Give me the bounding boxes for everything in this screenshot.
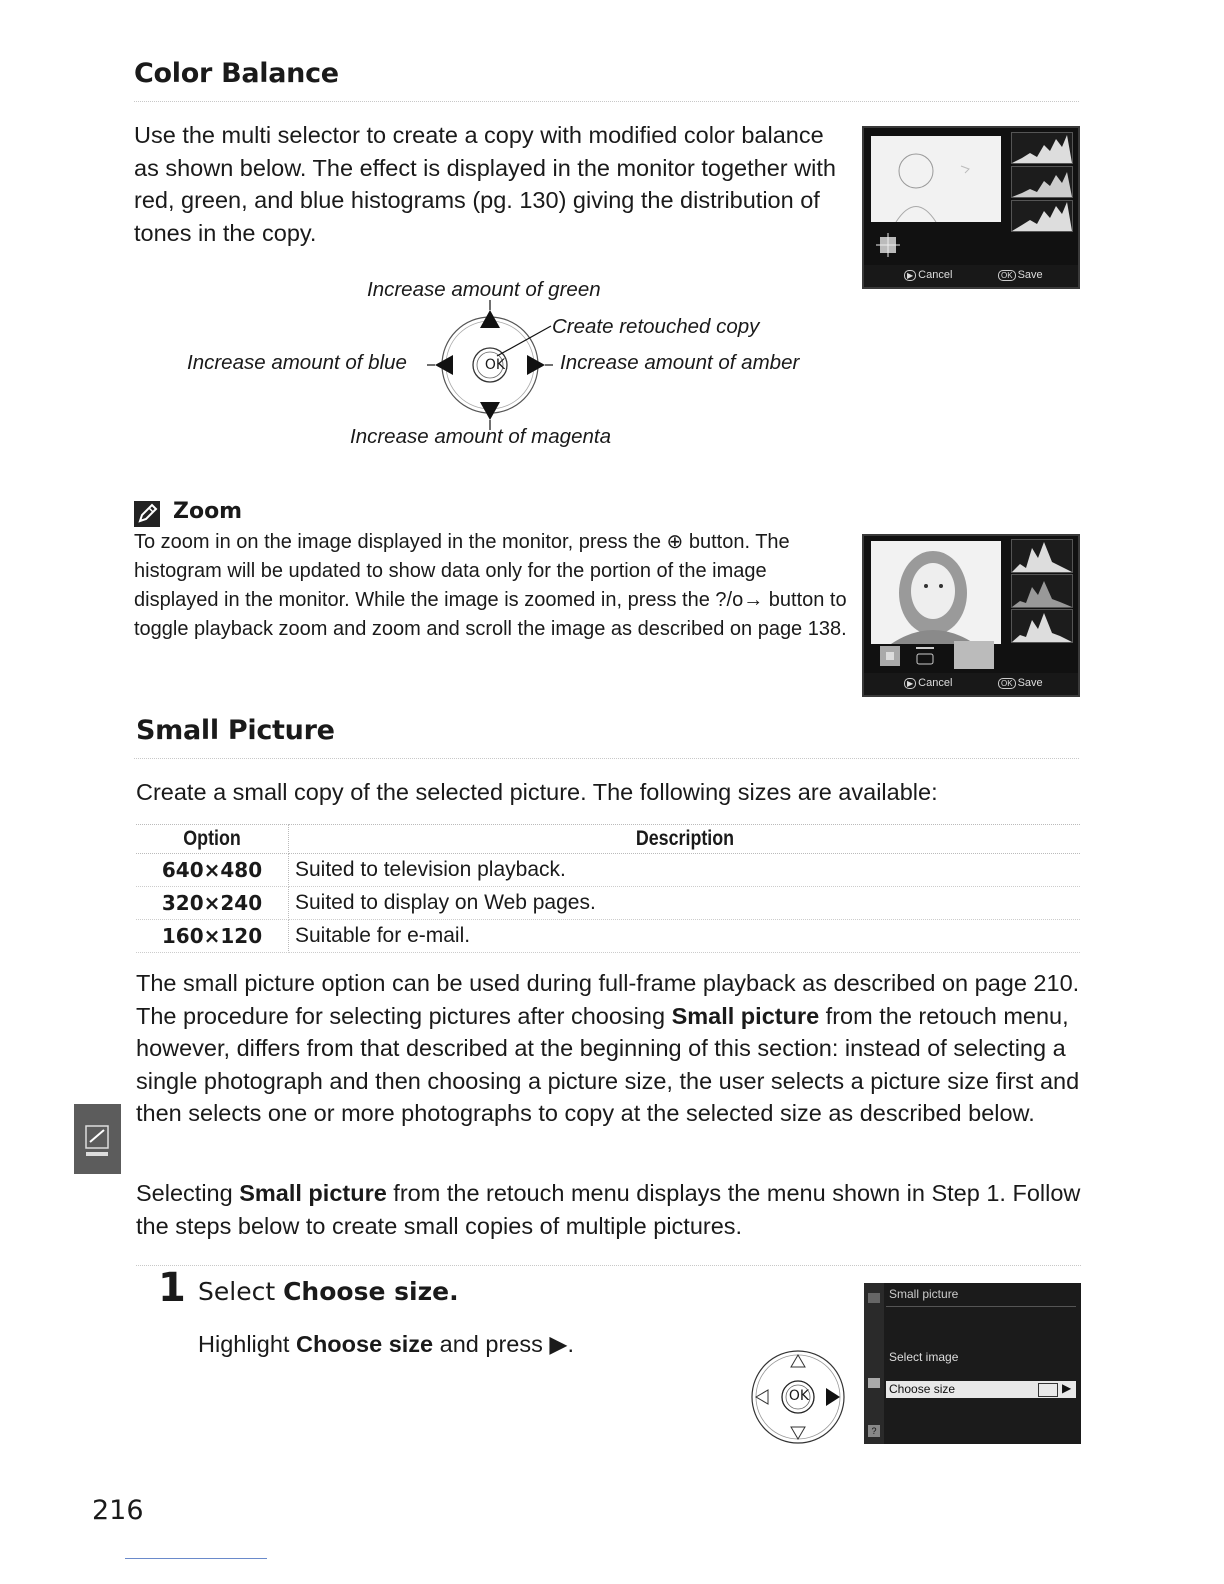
step-ok-key-label: OK: [788, 1388, 810, 1404]
red-histogram: [1011, 132, 1073, 164]
page-number: 216: [92, 1495, 144, 1526]
menu-title-rule: [886, 1306, 1076, 1307]
portrait-sketch-icon: [871, 136, 1001, 222]
column-header-description: Description: [348, 825, 1021, 854]
menu-tab-strip: [864, 1283, 884, 1444]
small-picture-paragraph-1: The small picture option can be used during full-frame playback as described on page 210. The procedure for selecting pictures after choosing Small picture from the retouch menu, however, differs from that described at the beginning of this section: instead of selecting a single photograph and then choosing a picture size, the user selects a picture size first and then selects one or more photographs to copy at the selected size as described below.: [136, 970, 1080, 1126]
playback-tab-icon: [868, 1293, 880, 1303]
table-row: [136, 854, 1080, 887]
column-header-option: Option: [147, 825, 277, 854]
retouch-brush-icon: [74, 1104, 121, 1174]
size-options-table: [136, 824, 1080, 953]
zoom-red-histogram: [1011, 539, 1073, 573]
label-create-retouched-copy: Create retouched copy: [552, 315, 760, 338]
small-picture-intro: Create a small copy of the selected picture. The following sizes are available:: [136, 779, 938, 805]
menu-item-select-image[interactable]: Select image: [889, 1350, 959, 1364]
zoom-blue-histogram: [1011, 609, 1073, 643]
section-title-small-picture: Small Picture: [136, 715, 335, 746]
zoomed-image-preview: [871, 541, 1001, 644]
steps-rule: [136, 1265, 1081, 1266]
zoom-color-grid-icon: [874, 640, 906, 672]
footer-link-rule: [125, 1558, 267, 1559]
cancel-hint: ▶ Cancel: [904, 269, 952, 281]
section-rule: [134, 101, 1079, 102]
small-picture-paragraph-2: Selecting Small picture from the retouch menu displays the menu shown in Step 1. Follow the steps below to create small copies of multiple pictures.: [136, 1180, 1081, 1239]
navigation-thumbnail: [954, 641, 994, 669]
zoom-note-title: Zoom: [173, 499, 243, 524]
label-increase-magenta: Increase amount of magenta: [350, 425, 611, 448]
description-cell: Suited to display on Web pages.: [289, 887, 1081, 920]
retouch-tab-icon: [868, 1378, 880, 1388]
save-hint: OK Save: [998, 269, 1043, 281]
label-increase-green: Increase amount of green: [367, 278, 601, 301]
table-header-row: [136, 825, 1080, 854]
retouch-menu-tab: [74, 1104, 121, 1174]
label-increase-amber: Increase amount of amber: [560, 351, 800, 374]
zoom-playback-button-icon: ▶: [904, 678, 916, 689]
description-cell: Suitable for e-mail.: [289, 920, 1081, 953]
color-grid-selector-icon: [874, 231, 902, 259]
portrait-photo-icon: [871, 541, 1001, 644]
help-icon: ?: [868, 1425, 880, 1437]
ok-key-label: OK: [484, 357, 506, 373]
playback-button-icon: ▶: [904, 270, 916, 281]
option-cell: 320×240: [136, 887, 289, 920]
menu-item-choose-size[interactable]: Choose size ▶: [886, 1381, 1076, 1398]
menu-title: Small picture: [889, 1287, 959, 1301]
retouched-image-preview: [871, 136, 1001, 222]
zoom-monitor: [862, 534, 1080, 697]
option-cell: 640×480: [136, 854, 289, 887]
zoom-save-hint: OK Save: [998, 677, 1043, 689]
zoom-cancel-hint: ▶ Cancel: [904, 677, 952, 689]
pencil-note-icon: [134, 501, 160, 527]
step-title: Select Choose size.: [198, 1277, 459, 1306]
blue-histogram: [1011, 200, 1073, 232]
ok-button-icon: OK: [998, 270, 1016, 281]
size-icon: [1038, 1383, 1058, 1397]
protect-key-icon: [914, 644, 936, 666]
table-row: [136, 920, 1080, 953]
green-histogram: [1011, 166, 1073, 198]
section-title-color-balance: Color Balance: [134, 58, 339, 89]
color-balance-monitor: [862, 126, 1080, 289]
chevron-right-icon: ▶: [1062, 1381, 1072, 1395]
table-row: [136, 887, 1080, 920]
step-number: 1: [158, 1265, 186, 1311]
option-cell: 160×120: [136, 920, 289, 953]
monitor-footer: [864, 265, 1078, 287]
zoom-ok-button-icon: OK: [998, 678, 1016, 689]
label-increase-blue: Increase amount of blue: [187, 351, 407, 374]
color-balance-intro: Use the multi selector to create a copy with modified color balance as shown below. The effect is displayed in the monitor together with red, green, and blue histograms (pg. 130) giving the distribution of tones in the copy.: [134, 122, 836, 246]
description-cell: Suited to television playback.: [289, 854, 1081, 887]
small-picture-menu-screen: [864, 1283, 1081, 1444]
zoom-green-histogram: [1011, 574, 1073, 608]
step-instruction: Highlight Choose size and press ▶.: [198, 1331, 574, 1357]
zoom-note-text: To zoom in on the image displayed in the monitor, press the ⊕ button. The histogram will be updated to show data only for the portion of the image displayed in the monitor. While the image is zoomed in, press the ?/o→ button to toggle playback zoom and zoom and scroll the image as described on page 138.: [134, 531, 847, 640]
section-rule: [134, 758, 1079, 759]
zoom-monitor-footer: [864, 673, 1078, 695]
